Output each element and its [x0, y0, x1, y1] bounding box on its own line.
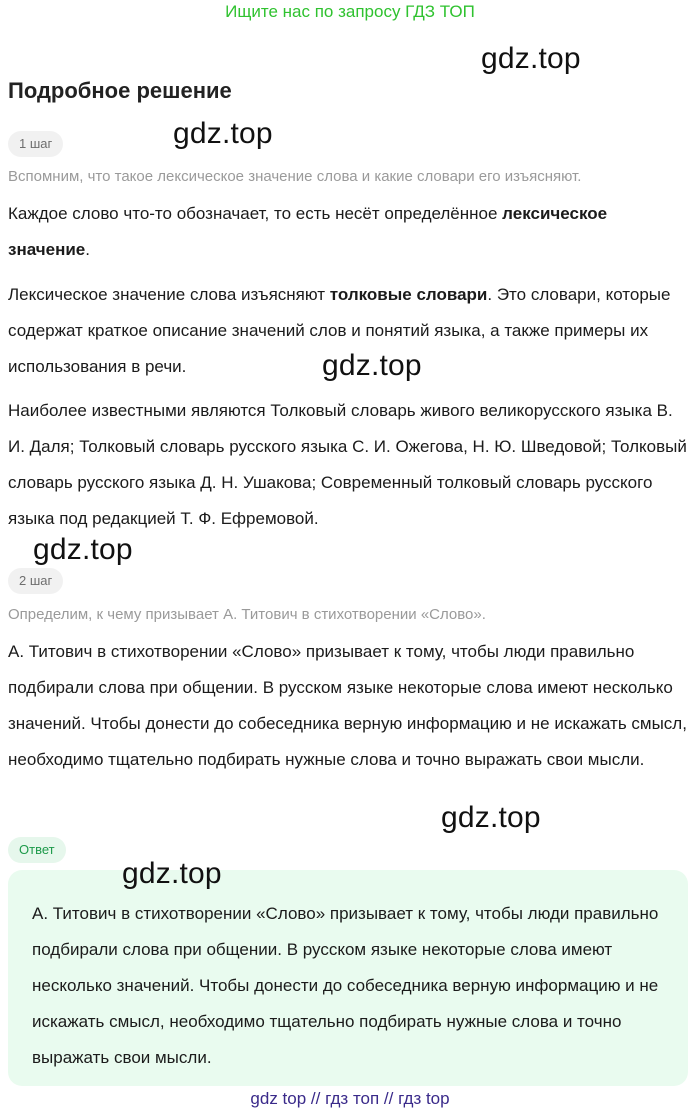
step-2-badge: 2 шаг	[8, 568, 63, 594]
watermark: gdz.top	[322, 349, 422, 382]
step-2-hint: Определим, к чему призывает А. Титович в стихотворении «Слово».	[8, 606, 486, 623]
top-banner: Ищите нас по запросу ГДЗ ТОП	[225, 2, 475, 21]
step-1-badge: 1 шаг	[8, 131, 63, 157]
answer-badge: Ответ	[8, 837, 66, 863]
step-1-paragraph-2: Лексическое значение слова изъясняют толковые словари. Это словари, которые содержат краткое описание значений слов и понятий языка, а также примеры их использования в речи.	[8, 285, 671, 376]
step-2-paragraph-1: А. Титович в стихотворении «Слово» призывает к тому, чтобы люди правильно подбирали слова при общении. В русском языке некоторые слова имеют несколько значений. Чтобы донести до собеседника верную информацию и не искажать смысл, необходимо тщательно подбирать нужные слова и точно выражать свои мысли.	[8, 642, 687, 769]
step-1-paragraph-1: Каждое слово что-то обозначает, то есть несёт определённое лексическое значение.	[8, 204, 608, 259]
footer-links: gdz top // гдз топ // гдз top	[250, 1089, 450, 1108]
watermark: gdz.top	[441, 801, 541, 834]
watermark: gdz.top	[173, 117, 273, 150]
watermark: gdz.top	[122, 857, 222, 890]
answer-text: А. Титович в стихотворении «Слово» призывает к тому, чтобы люди правильно подбирали слова при общении. В русском языке некоторые слова имеют несколько значений. Чтобы донести до собеседника верную информацию и не искажать смысл, необходимо тщательно подбирать нужные слова и точно выражать свои мысли.	[32, 904, 659, 1067]
watermark: gdz.top	[33, 533, 133, 566]
bold-term: толковые словари	[329, 285, 488, 304]
step-1-paragraph-3: Наиболее известными являются Толковый словарь живого великорусского языка В. И. Даля; Толковый словарь русского языка С. И. Ожегова, Н. Ю. Шведовой; Толковый словарь русского языка Д. Н. Ушакова; Современный толковый словарь русского языка под редакцией Т. Ф. Ефремовой.	[8, 401, 687, 528]
bold-term: лексическое значение	[8, 204, 608, 259]
page-title: Подробное решение	[8, 78, 232, 103]
answer-box	[8, 870, 688, 1086]
step-1-hint: Вспомним, что такое лексическое значение слова и какие словари его изъясняют.	[8, 168, 582, 185]
watermark: gdz.top	[481, 42, 581, 75]
